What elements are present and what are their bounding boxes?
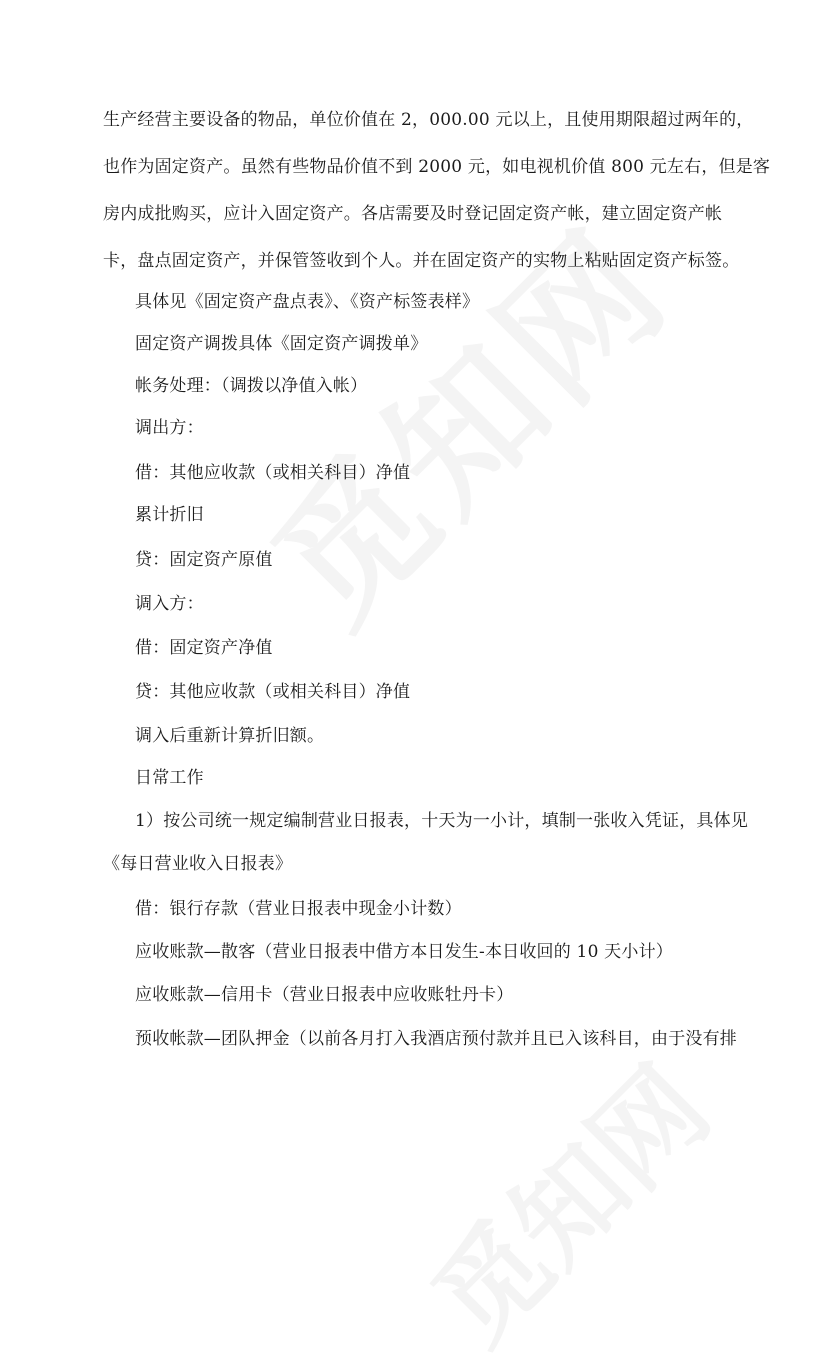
paragraph-line: 预收帐款—团队押金（以前各月打入我酒店预付款并且已入该科目，由于没有排	[135, 1029, 737, 1049]
paragraph-line: 也作为固定资产。虽然有些物品价值不到 2000 元，如电视机价值 800 元左右，但是客	[103, 157, 771, 177]
watermark-bottom	[392, 1026, 737, 1371]
paragraph-line: 借：固定资产净值	[135, 638, 273, 658]
paragraph-line: 贷：其他应收款（或相关科目）净值	[135, 682, 411, 702]
paragraph-line: 《每日营业收入日报表》	[103, 854, 293, 874]
paragraph-line: 调出方：	[135, 418, 204, 438]
paragraph-line: 固定资产调拨具体《固定资产调拨单》	[135, 334, 428, 354]
paragraph-line: 应收账款—信用卡（营业日报表中应收账牡丹卡）	[135, 985, 514, 1005]
paragraph-line: 帐务处理：（调拨以净值入帐）	[135, 376, 368, 396]
paragraph-line: 生产经营主要设备的物品，单位价值在 2，000.00 元以上，且使用期限超过两年的，	[103, 110, 754, 130]
paragraph-line: 应收账款—散客（营业日报表中借方本日发生-本日收回的 10 天小计）	[135, 942, 673, 962]
paragraph-line: 卡，盘点固定资产，并保管签收到个人。并在固定资产的实物上粘贴固定资产标签。	[103, 251, 740, 271]
paragraph-line: 借：其他应收款（或相关科目）净值	[135, 463, 411, 483]
paragraph-line: 累计折旧	[135, 505, 204, 525]
watermark	[218, 174, 706, 662]
paragraph-line: 调入后重新计算折旧额。	[135, 726, 325, 746]
paragraph-line: 房内成批购买，应计入固定资产。各店需要及时登记固定资产帐，建立固定资产帐	[103, 204, 723, 224]
paragraph-line: 1）按公司统一规定编制营业日报表，十天为一小计，填制一张收入凭证，具体见	[135, 811, 749, 831]
paragraph-line: 具体见《固定资产盘点表》、《资产标签表样》	[135, 292, 480, 312]
section-heading: 日常工作	[135, 768, 204, 788]
paragraph-line: 借：银行存款（营业日报表中现金小计数）	[135, 899, 462, 919]
paragraph-line: 调入方：	[135, 594, 204, 614]
paragraph-line: 贷：固定资产原值	[135, 550, 273, 570]
